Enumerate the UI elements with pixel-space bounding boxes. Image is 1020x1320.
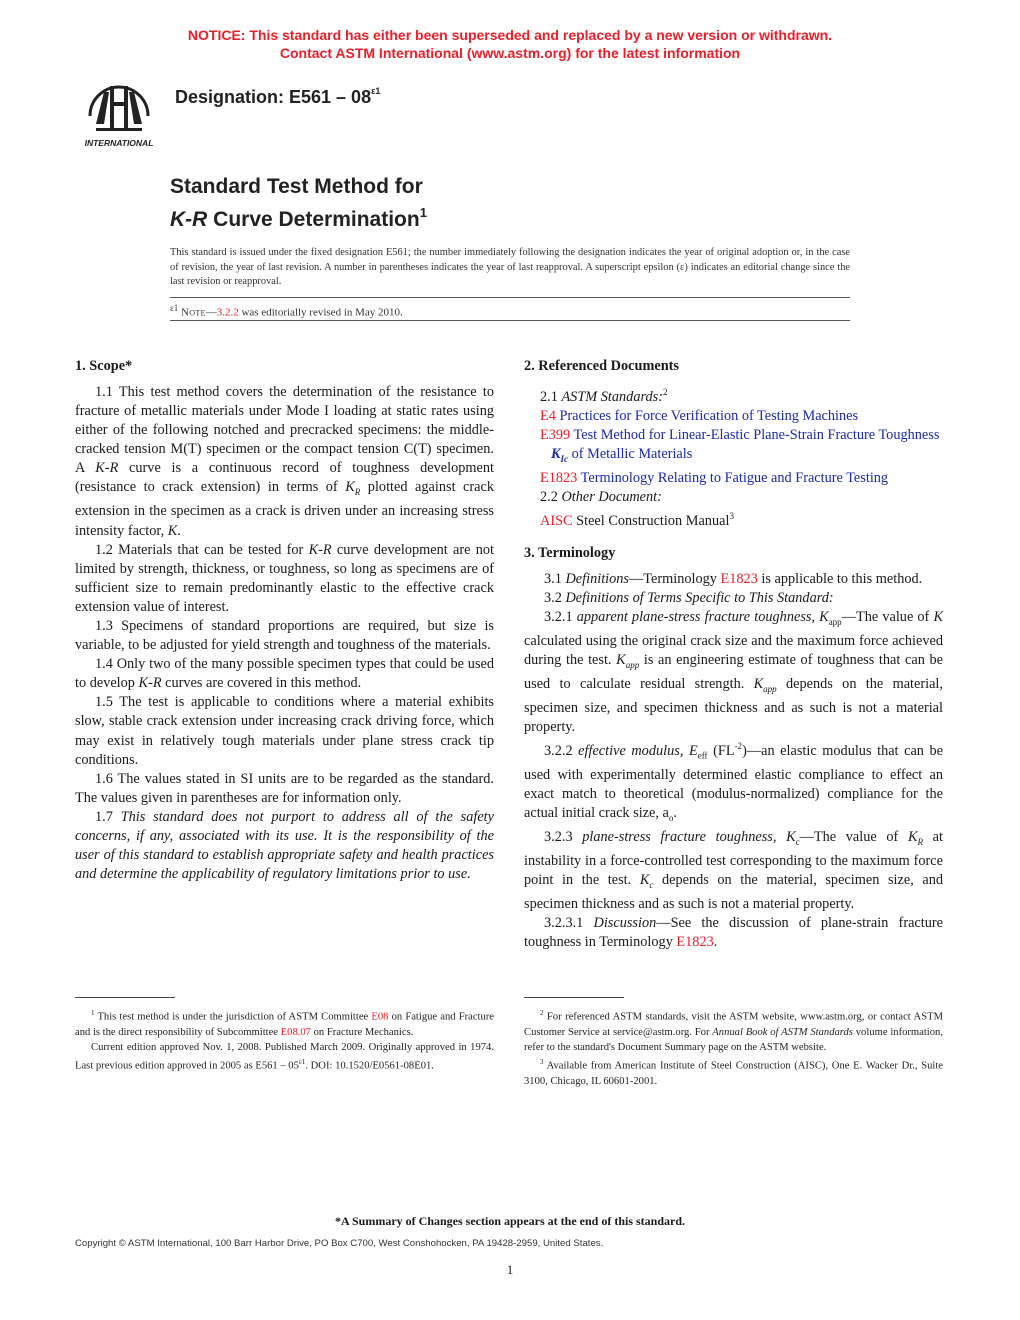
reference-e4 (524, 407, 943, 426)
title-line-1: Standard Test Method for (170, 175, 423, 198)
copyright: Copyright © ASTM International, 100 Barr Harbor Drive, PO Box C700, West Conshohocken, PA 19428-2959, United States. (75, 1238, 604, 1249)
withdrawal-notice (0, 26, 1020, 62)
footnotes-left (75, 1006, 494, 1074)
ref-link-e1823-inline[interactable]: E1823 (720, 571, 758, 588)
para-3-1: 3.1 Definitions—Terminology E1823 is applicable to this method. (544, 571, 923, 588)
footnote-3: $^3$ Available from American Institute of Steel Construction (AISC), One E. Wacker Dr., Suite 3100, Chicago, IL 60601-2001. (524, 1058, 943, 1087)
note-ref-link[interactable]: 3.2.2 (216, 306, 239, 319)
ref-title-e399[interactable]: Test Method for Linear-Elastic Plane-Strain Fracture Toughness $K_{Ic}$ of Metallic Materials (551, 426, 940, 464)
para-1-3: 1.3 Specimens of standard proportions are required, but size is variable, to be adjusted for yield strength and toughness of the materials. (75, 617, 494, 654)
divider (170, 320, 850, 321)
section-heading-referenced-documents: 2. Referenced Documents (524, 358, 679, 374)
para-1-4: 1.4 Only two of the many possible specimen types that could be used to develop K-R curves are covered in this method. (75, 656, 494, 692)
page-number: 1 (506, 1262, 514, 1277)
ref-link-e1823-discussion[interactable]: E1823 (676, 934, 714, 951)
section-heading-scope: 1. Scope* (75, 358, 133, 374)
footnote-1: $^1$ This test method is under the jurisdiction of ASTM Committee E08 on Fatigue and Fracture and is the direct responsibility of Subcommittee E08.07 on Fracture Mechanics. (75, 1009, 494, 1038)
ref-link-e08[interactable]: E08 (371, 1011, 389, 1023)
para-2-2: 2.2 Other Document: (540, 489, 662, 506)
left-column (75, 357, 494, 884)
issuance-statement: This standard is issued under the fixed designation E561; the number immediately following the designation indicates the year of original adoption or, in the case of revision, the year of last revision. A number in parentheses indicates the year of last reapproval. A superscript epsilon (ε) indicates an editorial change since the last revision or reapproval. (170, 247, 850, 287)
astm-logo-icon (76, 72, 162, 150)
reference-aisc: AISC Steel Construction Manual$^3$ (540, 511, 734, 529)
footnotes-right (524, 1006, 943, 1089)
para-1-6: 1.6 The values stated in SI units are to be regarded as the standard. The values given in parentheses are for information only. (75, 770, 494, 806)
ref-title-e4[interactable]: Practices for Force Verification of Testing Machines (555, 407, 859, 424)
para-1-2: 1.2 Materials that can be tested for K-R curve development are not limited by strength, thickness, or toughness, so long as specimens are of sufficient size to remain predominantly elastic to the effective crack extension value of interest. (75, 541, 494, 615)
para-1-7: 1.7 This standard does not purport to address all of the safety concerns, if any, associated with its use. It is the responsibility of the user of this standard to establish appropriate safety and health practices and determine the applicability of regulatory limitations prior to use. (75, 808, 494, 883)
footnote-1-edition: Current edition approved Nov. 1, 2008. Published March 2009. Originally approved in 1974. Last previous edition approved in 2005 as $E561 - 05^{\varepsilon 1}$. DOI: 10.1520/E0561-08E01. (75, 1041, 494, 1072)
ref-link-e1823[interactable]: E1823 (540, 470, 578, 486)
para-3-2-3-1: 3.2.3.1 Discussion—See the discussion of plane-strain fracture toughness in Terminology E1823. (524, 915, 943, 951)
page-title (170, 174, 427, 233)
right-column (524, 357, 943, 953)
divider (170, 297, 850, 298)
para-2-1: 2.1 ASTM Standards:$^2$ (540, 387, 668, 405)
ref-link-e4[interactable]: E4 (540, 407, 556, 424)
designation: Designation: $E561 - 08^{\varepsilon 1}$ (175, 86, 381, 107)
title-line-2: K-R Curve Determination$^1$ (170, 205, 427, 231)
para-1-1: 1.1 This test method covers the determination of the resistance to fracture of metallic materials under Mode I loading at static rates using either of the following notched and precracked specimens: the middle-cracked tension M(T) specimen or the compact tension C(T) specimen. A K-R curve is a continuous record of toughness development (resistance to crack extension) in terms of $K_R$ plotted against crack extension in the specimen as a crack is driven under an increasing stress intensity factor, K. (75, 384, 495, 539)
notice-line-1: NOTICE: This standard has either been superseded and replaced by a new version or withdrawn. (187, 27, 833, 43)
ref-link-e08-07[interactable]: E08.07 (280, 1026, 311, 1038)
para-3-2: 3.2 Definitions of Terms Specific to This Standard: (544, 590, 834, 607)
ref-link-e399[interactable]: E399 (540, 426, 571, 443)
para-3-2-2: 3.2.2 effective modulus, $E_{eff}$ $(FL^{-2})—an$ elastic modulus that can be used with experimentally determined elastic compliance to effect an exact match to theoretical (modulus-normalized) compliance for the actual initial crack size, $a_o$. (524, 741, 944, 824)
para-3-2-3: 3.2.3 plane-stress fracture toughness, $K_c—The$ value of $K_R$ at instability in a force-controlled test corresponding to the maximum force point in the test. $K_c$ depends on the material, specimen size, and specimen thickness and as such is not a material property. (524, 829, 944, 913)
section-heading-terminology: 3. Terminology (524, 545, 616, 562)
summary-of-changes-note: *A Summary of Changes section appears at the end of this standard. (334, 1214, 686, 1228)
footnote-rule (524, 997, 624, 998)
ref-title-e1823[interactable]: Terminology Relating to Fatigue and Fracture Testing (577, 470, 889, 486)
logo-text: INTERNATIONAL (84, 138, 154, 148)
footnote-2: $^2$ For referenced ASTM standards, visit the ASTM website, www.astm.org, or contact ASTM Customer Service at service@astm.org. For Annual Book of ASTM Standards volume information, refer to the standard's Document Summary page on the ASTM website. (524, 1009, 943, 1053)
ref-link-aisc[interactable]: AISC (540, 512, 573, 529)
para-3-2-1: 3.2.1 apparent plane-stress fracture toughness, $K_{app}—The$ value of K calculated using the original crack size and the maximum force achieved during the test. $K_{app}$ is an engineering estimate of toughness that can be used to calculate residual strength. $K_{app}$ depends on the material, specimen size, and specimen thickness and as such is not a material property. (524, 609, 943, 736)
editorial-note: $^{\varepsilon 1}$ Note—3.2.2 was editorially revised in May 2010. (170, 303, 403, 319)
para-1-5: 1.5 The test is applicable to conditions where a material exhibits slow, stable crack extension under increasing crack driving force, which may exist in relatively tough materials under plane stress crack tip conditions. (75, 694, 494, 768)
reference-e399 (524, 426, 943, 469)
footnote-rule (75, 997, 175, 998)
reference-e1823 (524, 469, 943, 488)
notice-line-2: Contact ASTM International (www.astm.org) for the latest information (279, 45, 741, 61)
